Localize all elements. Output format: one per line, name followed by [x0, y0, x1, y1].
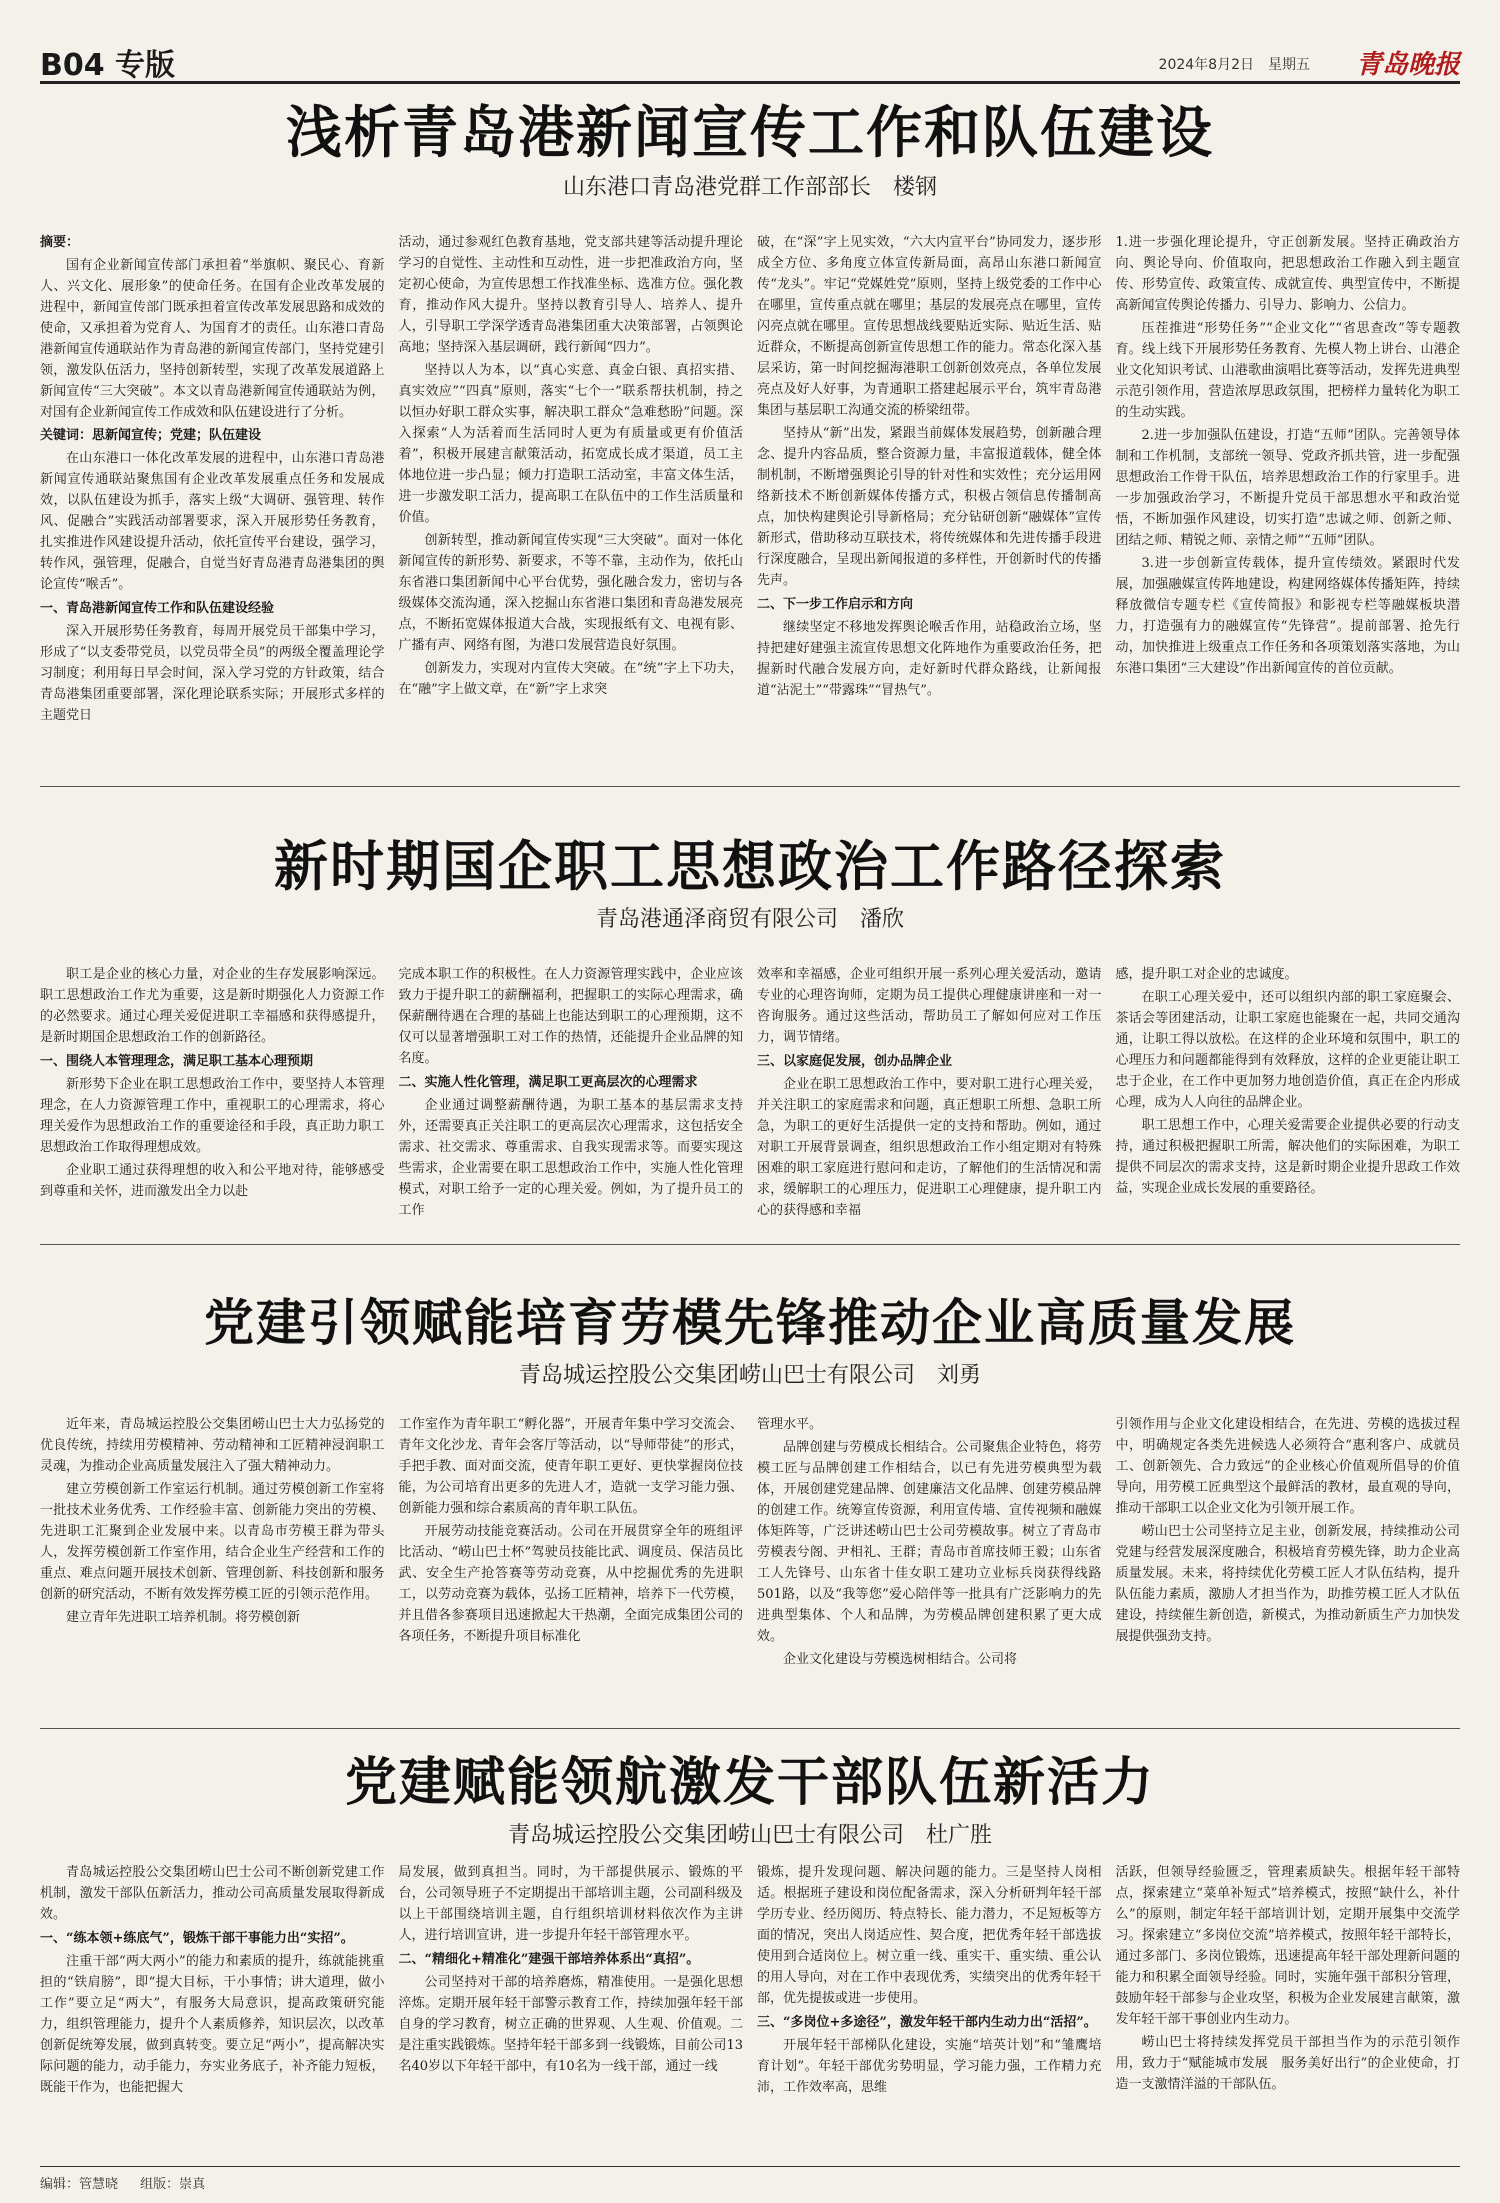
paragraph [1116, 318, 1461, 423]
article-byline: 青岛港通泽商贸有限公司 潘欣 [595, 907, 904, 932]
section-subheading: 三、“多岗位+多途径”，激发年轻干部内生动力出“活招”。 [757, 2015, 1097, 2030]
paragraph-text: 破，在“深”字上见实效，“六大内宣平台”协同发力，逐步形成全方位、多角度立体宣传新局面，高昂山东港口新闻宣传“龙头”。牢记“党媒姓党”原则，坚持上级党委的工作中心在哪里，宣传重点就在哪里；基层的发展亮点在哪里，宣传闪亮点就在哪里。宣传思想战线要贴近实际、贴近生活、贴近群众，不断提高创新宣传思想工作的能力。常态化深入基层采访，第一时间挖掘海港职工创新创效亮点，各单位发展亮点及好人好事，为青通职工搭建起展示平台，筑牢青岛港集团与基层职工沟通交流的桥梁纽带。 [757, 235, 1102, 418]
article-column [399, 232, 744, 780]
paragraph-text: 创新转型，推动新闻宣传实现“三大突破”。面对一体化新闻宣传的新形势、新要求，不等不靠，主动作为，依托山东省港口集团新闻中心平台优势，强化融合发力，密切与各级媒体交流沟通，深入挖掘山东省港口集团和青岛港发展亮点，不断拓宽媒体报道大合战，实现报纸有文、电视有影、广播有声、网络有图，为港口发展营造良好氛围。 [398, 533, 743, 653]
article-column [757, 232, 1102, 780]
paragraph-text: 1.进一步强化理论提升，守正创新发展。坚持正确政治方向、舆论导向、价值取向，把思想政治工作融入到主题宣传、形势宣传、政策宣传、成就宣传、典型宣传中，不断提高新闻宣传舆论传播力、引导力、影响力、公信力。 [1115, 235, 1460, 313]
paragraph [757, 1074, 1102, 1221]
paragraph-text: 坚持从“新”出发，紧跟当前媒体发展趋势，创新融合理念、提升内容品质，整合资源力量，丰富报道载体，健全体制机制，不断增强舆论引导的针对性和实效性；充分运用网络新技术不断创新媒体传播方式，积极占领信息传播制高点，加快构建舆论引导新格局；充分钻研创新“融媒体”宣传新形式，借助移动互联技术，将传统媒体和先进传播手段进行深度融合，呈现出新闻报道的多样性，开创新时代的传播先声。 [757, 426, 1102, 588]
issue-date: 2024年8月2日 星期五 [1158, 57, 1310, 73]
paragraph [399, 530, 744, 656]
paragraph-text: 职工是企业的核心力量，对企业的生存发展影响深远。职工思想政治工作尤为重要，这是新时期强化人力资源工作的必然要求。通过心理关爱促进职工幸福感和获得感提升，是新时期国企思想政治工作的创新路径。 [40, 967, 385, 1045]
paragraph-text: 效率和幸福感，企业可组织开展一系列心理关爱活动，邀请专业的心理咨询师，定期为员工提供心理健康讲座和一对一咨询服务。通过这些活动，帮助员工了解如何应对工作压力，调节情绪。 [757, 967, 1102, 1045]
article-columns [40, 1862, 1460, 2160]
article-column [757, 964, 1102, 1236]
paragraph [40, 255, 385, 423]
paragraph [1116, 2032, 1461, 2095]
page-footer [40, 2166, 1460, 2192]
paragraph-text: 坚持以人为本，以“真心实意、真金白银、真招实措、真实效应”“四真”原则，落实“七个一”联系帮扶机制，持之以恒办好职工群众实事，解决职工群众“急难愁盼”问题。深入探索“人为活着而生活同时人更为有质量或更有价值活着”，积极开展建言献策活动，拓宽成长成才渠道，员工主体地位进一步凸显；倾力打造职工活动室，丰富文体生活，进一步激发职工活力，提高职工在队伍中的工作生活质量和价值。 [398, 363, 743, 525]
paragraph [757, 1862, 1102, 2009]
paragraph-text: 崂山巴士公司坚持立足主业，创新发展，持续推动公司党建与经营发展深度融合，积极培育劳模先锋，助力企业高质量发展。未来，将持续优化劳模工匠人才队伍结构，提升队伍能力素质，激励人才担当作为，助推劳模工匠人才队伍建设，持续催生新创造，新模式，为推动新质生产力加快发展提供强劲支持。 [1115, 1524, 1460, 1644]
page-number: B04 专版 [40, 48, 176, 83]
paragraph-text: 建立青年先进职工培养机制。将劳模创新 [66, 1610, 301, 1625]
article-byline: 青岛城运控股公交集团崂山巴士有限公司 杜广胜 [507, 1823, 992, 1848]
paragraph [757, 232, 1102, 421]
paragraph [399, 232, 744, 358]
paragraph [1116, 1521, 1461, 1647]
paragraph [40, 1160, 385, 1202]
article-headline: 新时期国企职工思想政治工作路径探索 [274, 834, 1226, 898]
paragraph-text: 职工思想工作中，心理关爱需要企业提供必要的行动支持，通过积极把握职工所需，解决他们的实际困难，为职工提供不同层次的需求支持，这是新时期企业提升思政工作效益，实现企业成长发展的重要路径。 [1115, 1118, 1460, 1196]
paragraph [399, 1862, 744, 1946]
article-columns [40, 964, 1460, 1236]
section-subheading: 一、“练本领+练底气”，锻炼干部干事能力出“实招”。 [40, 1931, 354, 1946]
paragraph-text: 创新发力，实现对内宣传大突破。在“统”字上下功夫，在“融”字上做文章，在“新”字上求突 [398, 661, 743, 697]
paragraph-text: 继续坚定不移地发挥舆论喉舌作用，站稳政治立场，坚持把建好建强主流宣传思想文化阵地作为重要政治任务，把握新时代融合发展方向，走好新时代群众路线，让新闻报道“沾泥土”“带露珠”“冒热气”。 [757, 620, 1102, 698]
section-subheading: 一、围绕人本管理理念，满足职工基本心理预期 [40, 1054, 314, 1069]
paragraph [399, 658, 744, 700]
paragraph [757, 2035, 1102, 2098]
paragraph [757, 1649, 1102, 1670]
article-headline: 党建赋能领航激发干部队伍新活力 [344, 1752, 1155, 1813]
paragraph [399, 1972, 744, 2077]
article-byline: 山东港口青岛港党群工作部部长 楼钢 [562, 175, 937, 200]
paragraph [757, 617, 1102, 701]
article-columns [40, 1414, 1460, 1720]
paragraph-text: 建立劳模创新工作室运行机制。通过劳模创新工作室将一批技术业务优秀、工作经验丰富、创新能力突出的劳模、先进职工汇聚到企业发展中来。以青岛市劳模王群为带头人，发挥劳模创新工作室作用，结合企业生产经营和工作的重点、难点问题开展技术创新、管理创新、科技创新和服务创新的研究活动，不断有效发挥劳模工匠的引领示范作用。 [40, 1482, 385, 1602]
masthead [40, 40, 1460, 84]
paragraph-text: 感，提升职工对企业的忠诚度。 [1115, 967, 1298, 982]
paragraph-text: 新形势下企业在职工思想政治工作中，要坚持人本管理理念，在人力资源管理工作中，重视职工的心理需求，将心理关爱作为思想政治工作的重要途径和手段，真正助力职工思想政治工作取得理想成效。 [40, 1077, 385, 1155]
paragraph [40, 1607, 385, 1628]
paragraph [757, 964, 1102, 1048]
paragraph-text: 崂山巴士将持续发挥党员干部担当作为的示范引领作用，致力于“赋能城市发展 服务美好出行”的企业使命，打造一支激情洋溢的干部队伍。 [1115, 2035, 1460, 2092]
paragraph [1116, 232, 1461, 316]
section-subheading: 三、以家庭促发展，创办品牌企业 [757, 1054, 953, 1069]
paragraph-text: 在山东港口一体化改革发展的进程中，山东港口青岛港新闻宣传通联站聚焦国有企业改革发展重点任务和发展成效，以队伍建设为抓手，落实上级“大调研、强管理、转作风、促融合”实践活动部署要求，深入开展形势任务教育，扎实推进作风建设提升活动，依托宣传平台建设，强学习，转作风，强管理，促融合，自觉当好青岛港青岛港集团的舆论宣传“喉舌”。 [40, 451, 385, 592]
paragraph [40, 964, 385, 1048]
paragraph-text: 近年来，青岛城运控股公交集团崂山巴士大力弘扬党的优良传统，持续用劳模精神、劳动精神和工匠精神浸润职工灵魂，为推动企业高质量发展注入了强大精神动力。 [40, 1417, 385, 1474]
article-byline: 青岛城运控股公交集团崂山巴士有限公司 刘勇 [518, 1363, 981, 1388]
paragraph [1116, 553, 1461, 679]
paragraph-text: 活动，通过参观红色教育基地，党支部共建等活动提升理论学习的自觉性、主动性和互动性，进一步把准政治方向，坚定初心使命，为宣传思想工作找准坐标、选准方位。强化教育，推动作风大提升。坚持以教育引导人、培养人、提升人，引导职工学深学透青岛港集团重大决策部署，占领舆论高地；坚持深入基层调研，践行新闻“四力”。 [398, 235, 743, 355]
paragraph [757, 1414, 1102, 1435]
paragraph-text: 局发展，做到真担当。同时，为干部提供展示、锻炼的平台，公司领导班子不定期提出干部培训主题，公司副科级及以上干部围绕培训主题，自行组织培训材料依次作为主讲人，进行培训宣讲，进一步提升年轻干部管理水平。 [398, 1865, 743, 1943]
article-headline: 浅析青岛港新闻宣传工作和队伍建设 [286, 100, 1214, 166]
paragraph-text: 企业职工通过获得理想的收入和公平地对待，能够感受到尊重和关怀，进而激发出全力以赴 [40, 1163, 385, 1199]
paragraph-text: 完成本职工作的积极性。在人力资源管理实践中，企业应该致力于提升职工的薪酬福利，把握职工的实际心理需求，确保薪酬待遇在合理的基础上也能达到职工的心理预期，这不仅可以显著增强职工对工作的热情，还能提升企业品牌的知名度。 [398, 967, 743, 1066]
paragraph [399, 1095, 744, 1221]
paragraph [40, 1862, 385, 1925]
article-column [399, 1414, 744, 1720]
paragraph [1116, 1115, 1461, 1199]
paragraph [40, 1414, 385, 1477]
article-column [1116, 1414, 1461, 1720]
paragraph [1116, 987, 1461, 1113]
section-subheading: 二、“精细化+精准化”建强干部培养体系出“真招”。 [398, 1952, 700, 1967]
paragraph [399, 1414, 744, 1519]
paragraph-text: 3.进一步创新宣传载体，提升宣传绩效。紧跟时代发展，加强融媒宣传阵地建设，构建网络媒体传播矩阵，持续释放微信专题专栏《宣传简报》和影视专栏等融媒板块潜力，打造强有力的融媒宣传“先锋营”。提前部署、抢先行动，加快推进上级重点工作任务和各项策划落实落地，为山东港口集团“三大建设”作出新闻宣传的首位贡献。 [1115, 556, 1460, 676]
article-column [1116, 1862, 1461, 2160]
section-divider [40, 786, 1460, 787]
section-divider [40, 1728, 1460, 1729]
paragraph-text: 企业在职工思想政治工作中，要对职工进行心理关爱，并关注职工的家庭需求和问题，真正想职工所想、急职工所急，为职工的更好生活提供一定的支持和帮助。例如，通过对职工开展背景调查，组织思想政治工作小组定期对有特殊困难的职工家庭进行慰问和走访，了解他们的生活情况和需求，缓解职工的心理压力，促进职工心理健康，提升职工内心的获得感和幸福 [757, 1077, 1102, 1218]
paragraph-text: 锻炼，提升发现问题、解决问题的能力。三是坚持人岗相适。根据班子建设和岗位配备需求，深入分析研判年轻干部学历专业、经历阅历、特点特长、能力潜力，不足短板等方面的情况，突出人岗适应性、契合度，把优秀年轻干部选拔使用到合适岗位上。树立重一线、重实干、重实绩、重公认的用人导向，对在工作中表现优秀，实绩突出的优秀年轻干部，优先提拔或进一步使用。 [757, 1865, 1102, 2006]
article-column [399, 1862, 744, 2160]
layout-credit: 组版：崇真 [140, 2177, 206, 2192]
paragraph-text: 品牌创建与劳模成长相结合。公司聚焦企业特色，将劳模工匠与品牌创建工作相结合，以已有先进劳模典型为载体，开展创建党建品牌、创建廉洁文化品牌、创建劳模品牌的创建工作。统筹宣传资源，利用宣传墙、宣传视频和融媒体矩阵等，广泛讲述崂山巴士公司劳模故事。树立了青岛市劳模表兮阁、尹相礼、王群；青岛市首席技师王毅；山东省工人先锋号、山东省十佳女职工建功立业标兵岗获得线路501路，以及“我等您”爱心陪伴等一批具有广泛影响力的先进典型集体、个人和品牌，为劳模品牌创建积累了更大成效。 [757, 1440, 1102, 1644]
paragraph [1116, 1862, 1461, 2030]
paragraph [40, 621, 385, 726]
section-subheading: 一、青岛港新闻宣传工作和队伍建设经验 [40, 601, 275, 616]
article-column [399, 964, 744, 1236]
paragraph-text: 国有企业新闻宣传部门承担着“举旗帜、聚民心、育新人、兴文化、展形象”的使命任务。在国有企业改革发展的进程中，新闻宣传部门既承担着宣传改革发展思路和成效的使命，又承担着为党育人、为国育才的责任。山东港口青岛港新闻宣传通联站作为青岛港的新闻宣传部门，坚持党建引领，激发队伍活力，坚持创新转型，实现了改革发展道路上新闻宣传“三大突破”。本文以青岛港新闻宣传通联站为例，对国有企业新闻宣传工作成效和队伍建设进行了分析。 [40, 258, 385, 420]
section-subheading: 二、实施人性化管理，满足职工更高层次的心理需求 [398, 1075, 698, 1090]
article-4 [40, 1752, 1460, 2160]
paragraph-text: 开展劳动技能竞赛活动。公司在开展贯穿全年的班组评比活动、“崂山巴士杯”驾驶员技能比武、调度员、保洁员比武、安全生产抢答赛等劳动竞赛，从中挖掘优秀的先进职工，以劳动竞赛为载体，弘扬工匠精神，培养下一代劳模，并且借各参赛项目迅速掀起大干热潮，全面完成集团公司的各项任务，不断提升项目标准化 [398, 1524, 743, 1644]
article-column [757, 1414, 1102, 1720]
paragraph-text: 青岛城运控股公交集团崂山巴士公司不断创新党建工作机制，激发干部队伍新活力，推动公司高质量发展取得新成效。 [40, 1865, 385, 1922]
article-column [40, 1414, 385, 1720]
article-2 [40, 834, 1460, 1236]
paragraph-text: 管理水平。 [757, 1417, 823, 1432]
paragraph-text: 公司坚持对干部的培养磨炼，精准使用。一是强化思想淬炼。定期开展年轻干部警示教育工作，持续加强年轻干部自身的学习教育，树立正确的世界观、人生观、价值观。二是注重实践锻炼。坚持年轻干部多到一线锻炼，目前公司13名40岁以下年轻干部中，有10名为一线干部，通过一线 [398, 1975, 743, 2074]
paragraph-text: 工作室作为青年职工“孵化器”，开展青年集中学习交流会、青年文化沙龙、青年会客厅等活动，以“导师带徒”的形式，手把手教、面对面交流，使青年职工更好、更快掌握岗位技能，为公司培育出更多的先进人才，造就一支学习能力强、创新能力强和综合素质高的青年职工队伍。 [398, 1417, 743, 1516]
article-columns [40, 232, 1460, 780]
paragraph [399, 964, 744, 1069]
article-column [1116, 964, 1461, 1236]
article-column [1116, 232, 1461, 780]
paragraph [1116, 1414, 1461, 1519]
paragraph [40, 1951, 385, 2098]
paragraph [40, 425, 385, 446]
paragraph-text: 活跃，但领导经验匮乏，管理素质缺失。根据年轻干部特点，探索建立“菜单补短式”培养模式，按照“缺什么，补什么”的原则，制定年轻干部培训计划，定期开展集中交流学习。探索建立“多岗位交流”培养模式，按照年轻干部特长，通过多部门、多岗位锻炼，迅速提高年轻干部处理新问题的能力和积累全面领导经验。同时，实施年强干部积分管理，鼓励年轻干部参与企业攻坚，积极为企业发展建言献策，激发年轻干部干事创业内生动力。 [1115, 1865, 1460, 2027]
paragraph [757, 423, 1102, 591]
article-headline: 党建引领赋能培育劳模先锋推动企业高质量发展 [204, 1293, 1296, 1352]
section-subheading: 二、下一步工作启示和方向 [757, 597, 914, 612]
paragraph-text: 开展年轻干部梯队化建设，实施“培英计划”和“雏鹰培育计划”。年轻干部优劣势明显，学习能力强，工作精力充沛，工作效率高，思维 [757, 2038, 1102, 2095]
paragraph-text: 企业文化建设与劳模选树相结合。公司将 [783, 1652, 1018, 1667]
paragraph-text: 企业通过调整薪酬待遇，为职工基本的基层需求支持外，还需要真正关注职工的更高层次心理需求，这包括安全需求、社交需求、尊重需求、自我实现需求等。而要实现这些需求，企业需要在职工思想政治工作中，实施人性化管理模式，对职工给予一定的心理关爱。例如，为了提升员工的工作 [398, 1098, 743, 1218]
paragraph-text: 深入开展形势任务教育，每周开展党员干部集中学习，形成了“以支委带党员，以党员带全员”的两级全覆盖理论学习制度；利用每日早会时间，深入学习党的方针政策，结合青岛港集团重要部署，深化理论联系实际；开展形式多样的主题党日 [40, 624, 385, 723]
paragraph [399, 360, 744, 528]
paragraph-label: 关键词：思新闻宣传；党建；队伍建设 [40, 428, 262, 443]
article-1 [40, 100, 1460, 780]
paragraph [1116, 425, 1461, 551]
paragraph-text: 压茬推进“形势任务”“企业文化”“省思查改”等专题教育。线上线下开展形势任务教育、先模人物上讲台、山港企业文化知识考试、山港歌曲演唱比赛等活动，发挥先进典型示范引领作用，营造浓厚思政氛围，把榜样力量转化为职工的生动实践。 [1115, 321, 1460, 420]
article-column [40, 964, 385, 1236]
paragraph-label: 摘要： [40, 235, 80, 250]
article-column [757, 1862, 1102, 2160]
editor-credit: 编辑：管慧晓 [40, 2177, 119, 2192]
paragraph [757, 1437, 1102, 1647]
article-3 [40, 1292, 1460, 1720]
paragraph [40, 1074, 385, 1158]
article-column [40, 232, 385, 780]
paragraph-text: 2.进一步加强队伍建设，打造“五师”团队。完善领导体制和工作机制，支部统一领导、党政齐抓共管，进一步配强思想政治工作骨干队伍，培养思想政治工作的行家里手。进一步加强政治学习，不断提升党员干部思想水平和政治觉悟，不断加强作风建设，切实打造“忠诚之师、创新之师、团结之师、精锐之师、亲情之师”“五师”团队。 [1115, 428, 1460, 548]
paragraph [40, 232, 385, 253]
paragraph [399, 1521, 744, 1647]
paragraph-text: 引领作用与企业文化建设相结合，在先进、劳模的选拔过程中，明确规定各类先进候选人必须符合“惠利客户、成就员工、创新领先、合力致远”的企业核心价值观所倡导的价值导向，用劳模工匠典型这个最鲜活的教材，最直观的导向，推动干部职工以企业文化为引领开展工作。 [1115, 1417, 1460, 1516]
newspaper-logo: 青岛晚报 [1355, 50, 1460, 80]
paragraph [40, 1479, 385, 1605]
paragraph [40, 448, 385, 595]
section-divider [40, 1244, 1460, 1245]
paragraph-text: 注重干部“两大两小”的能力和素质的提升，练就能挑重担的“铁肩膀”，即“提大目标，干小事情；讲大道理，做小工作”要立足“两大”，有服务大局意识，提高政策研究能力，组织管理能力，提升个人素质修养，知识层次，以改革创新促统筹发展，做到真转变。要立足“两小”，提高解决实际问题的能力，动手能力，夯实业务底子，补齐能力短板，既能干作为，也能把握大 [40, 1954, 385, 2095]
paragraph-text: 在职工心理关爱中，还可以组织内部的职工家庭聚会、茶话会等团建活动，让职工家庭也能聚在一起，共同交通沟通，让职工得以放松。在这样的企业环境和氛围中，职工的心理压力和问题都能得到有效释放，这样的企业更能让职工忠于企业，在工作中更加努力地创造价值，真正在企内形成心理，成为人人向往的品牌企业。 [1115, 990, 1460, 1110]
paragraph [1116, 964, 1461, 985]
article-column [40, 1862, 385, 2160]
